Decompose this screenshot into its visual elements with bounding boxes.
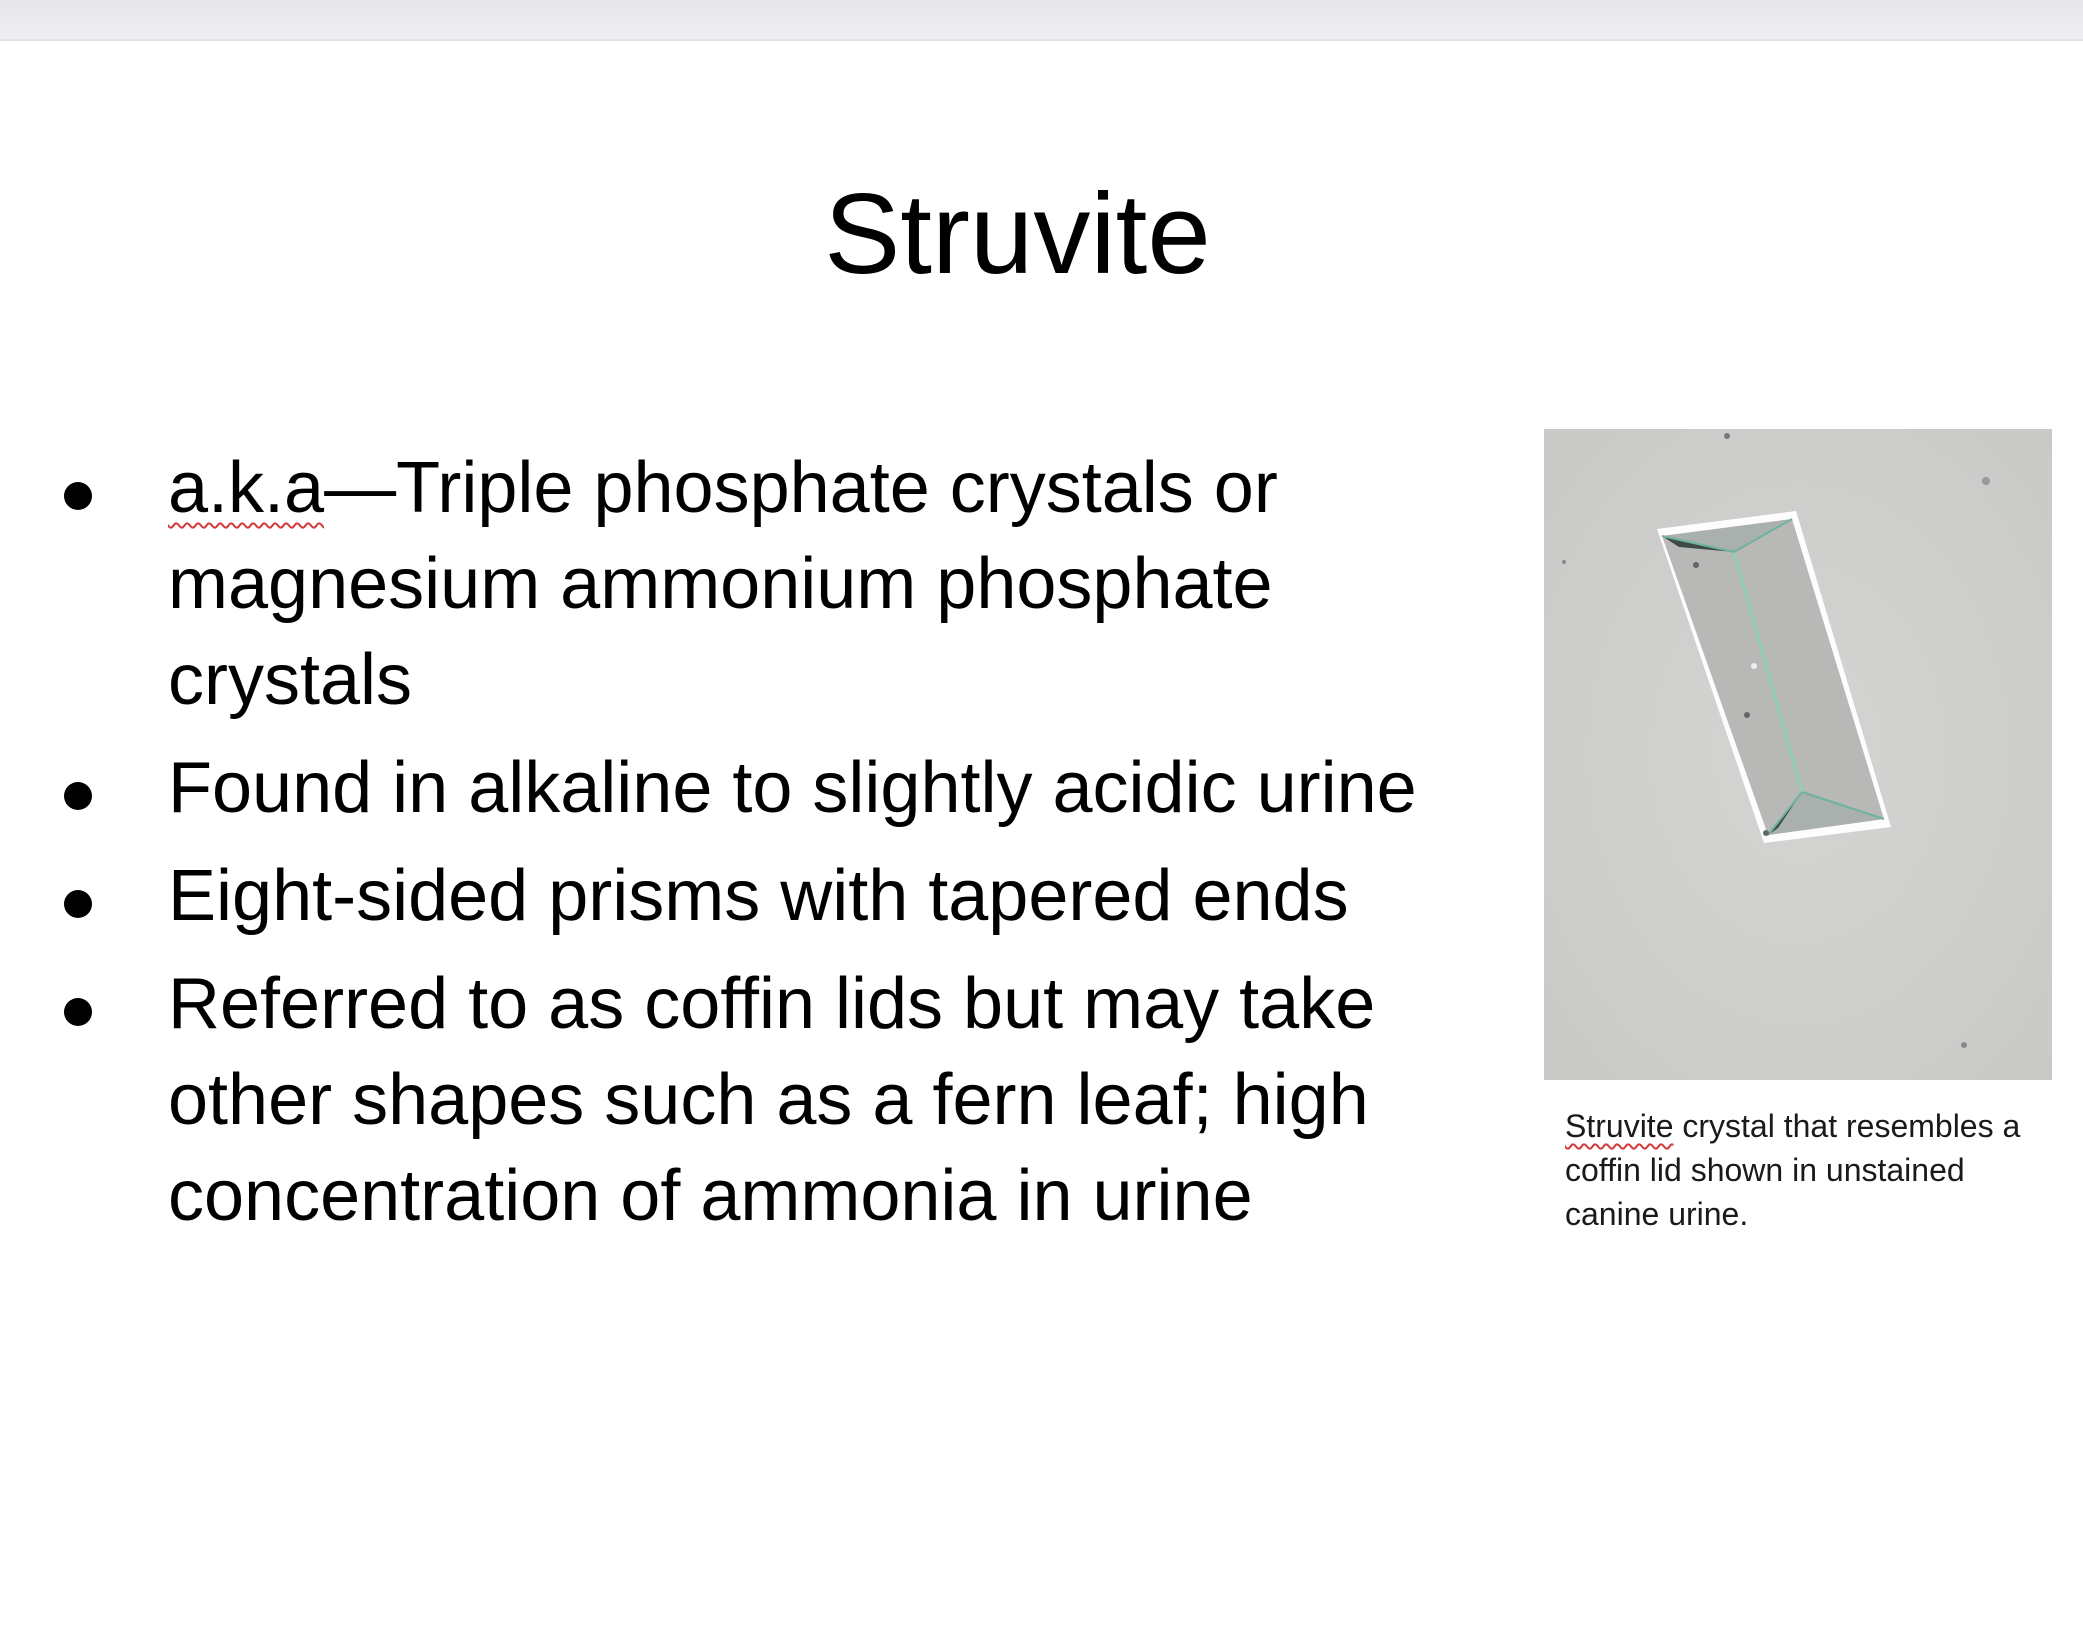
bullet-urine-ph bbox=[58, 740, 1498, 836]
bullet-dot-icon bbox=[64, 482, 92, 510]
bullet-aka bbox=[58, 440, 1498, 728]
top-toolbar bbox=[0, 0, 2083, 41]
bullet-text: Referred to as coffin lids but may take other shapes such as a fern leaf; high concentration of ammonia in urine bbox=[168, 964, 1376, 1236]
bullet-coffin-lids bbox=[58, 956, 1498, 1244]
bullet-text: —Triple phosphate crystals or magnesium ammonium phosphate crystals bbox=[168, 448, 1278, 720]
bullet-dot-icon bbox=[64, 890, 92, 918]
bullet-text: Found in alkaline to slightly acidic urine bbox=[168, 748, 1417, 828]
caption-text: crystal that resembles a coffin lid shown in unstained canine urine. bbox=[1565, 1108, 2021, 1232]
bullet-text: Eight-sided prisms with tapered ends bbox=[168, 856, 1349, 936]
bullet-list bbox=[58, 440, 1498, 1256]
misspelled-word[interactable]: Struvite bbox=[1565, 1108, 1674, 1144]
figure-caption bbox=[1565, 1104, 2065, 1236]
struvite-crystal-image bbox=[1544, 429, 2052, 1080]
misspelled-word[interactable]: a.k.a bbox=[168, 448, 325, 528]
slide-title: Struvite bbox=[824, 171, 1211, 298]
bullet-dot-icon bbox=[64, 782, 92, 810]
bullet-dot-icon bbox=[64, 998, 92, 1026]
bullet-shape bbox=[58, 848, 1498, 944]
